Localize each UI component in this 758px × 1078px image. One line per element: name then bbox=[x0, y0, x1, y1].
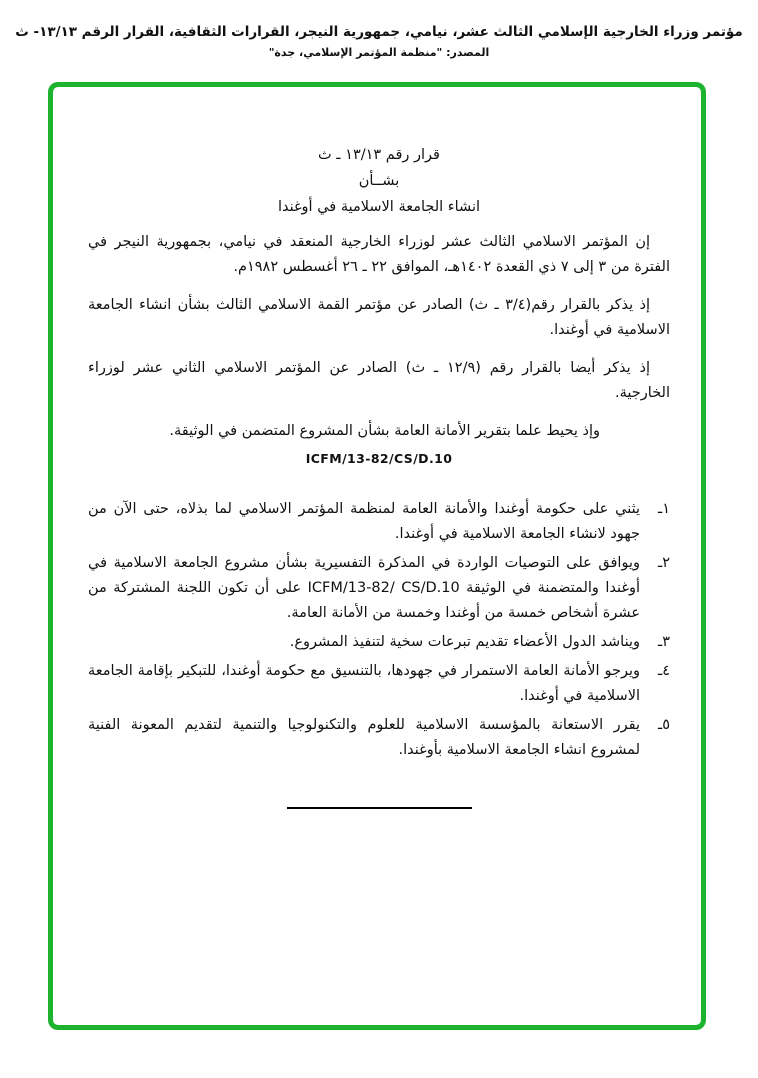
conference-title: مؤتمر وزراء الخارجية الإسلامي الثالث عشر، نيامي، جمهورية النيجر، القرارات الثقافية، القرار الرقم ١٣/١٣- ث bbox=[15, 24, 743, 40]
document-source-header bbox=[0, 24, 758, 59]
list-item bbox=[88, 551, 670, 626]
recalling-paragraph-2: إذ يذكر أيضا بالقرار رقم (١٢/٩ ـ ث) الصادر عن المؤتمر الاسلامي الثاني عشر لوزراء الخارجية. bbox=[88, 360, 670, 401]
taking-note-paragraph: وإذ يحيط علما بتقرير الأمانة العامة بشأن المشروع المتضمن في الوثيقة. bbox=[169, 423, 600, 439]
list-item-text: يثني على حكومة أوغندا والأمانة العامة لمنظمة المؤتمر الاسلامي لما بذلاه، حتى الآن من جهود لانشاء الجامعة الاسلامية في أوغندا. bbox=[88, 501, 640, 542]
resolution-clauses-list bbox=[88, 497, 670, 763]
source-line: المصدر: "منظمة المؤتمر الإسلامي، جدة" bbox=[268, 46, 490, 59]
list-item-number: ٤ـ bbox=[657, 663, 670, 679]
list-item-number: ٣ـ bbox=[657, 634, 670, 650]
list-item-text: ويرجو الأمانة العامة الاستمرار في جهودها، بالتنسيق مع حكومة أوغندا، للتبكير بإقامة الجامعة الاسلامية في أوغندا. bbox=[88, 663, 640, 704]
resolution-number-title: قرار رقم ١٣/١٣ ـ ث bbox=[318, 147, 440, 163]
resolution-content bbox=[88, 142, 670, 809]
list-item-number: ٥ـ bbox=[657, 717, 670, 733]
list-item bbox=[88, 659, 670, 709]
list-item-text: يقرر الاستعانة بالمؤسسة الاسلامية للعلوم والتكنولوجيا والتنمية لتقديم المعونة الفنية لمشروع انشاء الجامعة الاسلامية بأوغندا. bbox=[88, 717, 640, 758]
list-item-text: ويناشد الدول الأعضاء تقديم تبرعات سخية لتنفيذ المشروع. bbox=[289, 634, 640, 650]
recalling-paragraph-1: إذ يذكر بالقرار رقم(٣/٤ ـ ث) الصادر عن مؤتمر القمة الاسلامي الثالث بشأن انشاء الجامعة الاسلامية في أوغندا. bbox=[88, 297, 670, 338]
list-item bbox=[88, 630, 670, 655]
document-reference: ICFM/13-82/CS/D.10 bbox=[305, 451, 453, 466]
list-item-text: ويوافق على التوصيات الواردة في المذكرة التفسيرية بشأن مشروع الجامعة الاسلامية في أوغندا والمتضمنة في الوثيقة ICFM/13-82/ CS/D.10 على أن تكون اللجنة المشتركة من عشرة أشخاص خمسة من أوغندا وخمسة من الأمانة العامة. bbox=[88, 555, 640, 621]
resolution-title-block bbox=[88, 142, 670, 220]
list-item bbox=[88, 713, 670, 763]
preamble-paragraph: إن المؤتمر الاسلامي الثالث عشر لوزراء الخارجية المنعقد في نيامي، بجمهورية النيجر في الفترة من ٣ إلى ٧ ذي القعدة ١٤٠٢هـ، الموافق ٢٢ ـ ٢٦ أغسطس ١٩٨٢م. bbox=[88, 234, 670, 275]
list-item-number: ٢ـ bbox=[657, 555, 670, 571]
list-item bbox=[88, 497, 670, 547]
footer-divider bbox=[287, 807, 472, 809]
list-item-number: ١ـ bbox=[657, 501, 670, 517]
resolution-subject-title: انشاء الجامعة الاسلامية في أوغندا bbox=[277, 199, 481, 215]
subject-label: بشــأن bbox=[358, 173, 400, 189]
